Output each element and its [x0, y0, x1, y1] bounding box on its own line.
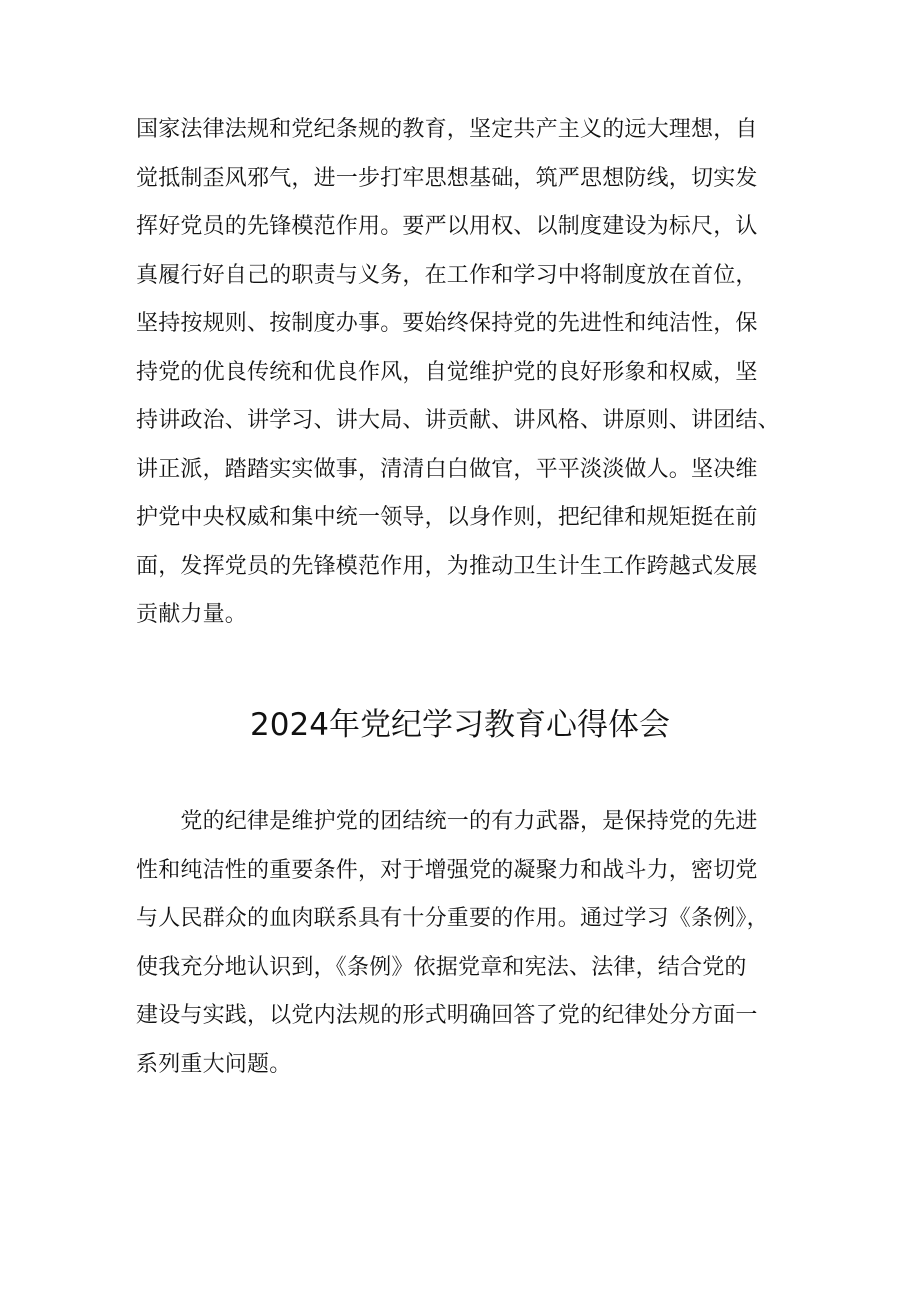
paragraph-line: 护党中央权威和集中统一领导，以身作则，把纪律和规矩挺在前 — [136, 505, 758, 530]
paragraph-line: 真履行好自己的职责与义务，在工作和学习中将制度放在首位， — [136, 262, 758, 288]
paragraph-line: 觉抵制歪风邪气，进一步打牢思想基础，筑严思想防线，切实发 — [136, 165, 758, 191]
paragraph-line: 面，发挥党员的先锋模范作用，为推动卫生计生工作跨越式发展 — [136, 553, 758, 579]
paragraph-line: 持党的优良传统和优良作风，自觉维护党的良好形象和权威，坚 — [136, 359, 758, 385]
paragraph-line: 建设与实践，以党内法规的形式明确回答了党的纪律处分方面一 — [136, 1003, 758, 1028]
paragraph-line: 党的纪律是维护党的团结统一的有力武器，是保持党的先进 — [136, 809, 758, 834]
paragraph-line: 贡献力量。 — [136, 602, 248, 627]
paragraph-line: 使我充分地认识到，《条例》依据党章和宪法、法律，结合党的 — [136, 954, 747, 980]
paragraph-line: 系列重大问题。 — [136, 1051, 292, 1077]
paragraph-line: 持讲政治、讲学习、讲大局、讲贡献、讲风格、讲原则、讲团结、 — [136, 408, 780, 433]
paragraph-line: 讲正派，踏踏实实做事，清清白白做官，平平淡淡做人。坚决维 — [136, 456, 758, 482]
section-heading: 2024年党纪学习教育心得体会 — [250, 707, 670, 743]
paragraph-line: 与人民群众的血肉联系具有十分重要的作用。通过学习《条例》， — [136, 906, 769, 931]
paragraph-line: 坚持按规则、按制度办事。要始终保持党的先进性和纯洁性，保 — [136, 311, 758, 336]
paragraph-line: 国家法律法规和党纪条规的教育，坚定共产主义的远大理想，自 — [136, 117, 758, 142]
continued-paragraph — [136, 106, 816, 640]
intro-paragraph — [136, 798, 816, 1089]
paragraph-line: 性和纯洁性的重要条件，对于增强党的凝聚力和战斗力，密切党 — [136, 857, 758, 883]
paragraph-line: 挥好党员的先锋模范作用。要严以用权、以制度建设为标尺，认 — [136, 214, 758, 239]
